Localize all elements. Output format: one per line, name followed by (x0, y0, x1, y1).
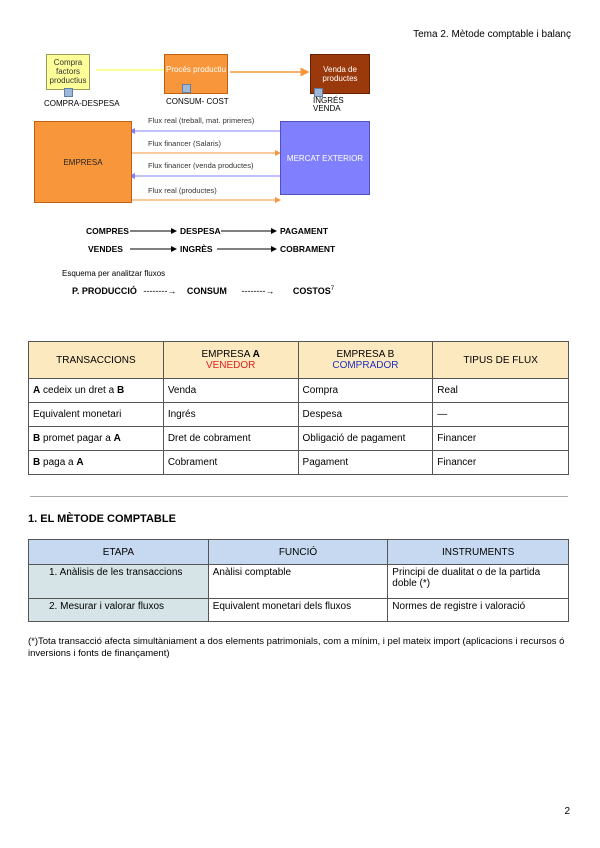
caption-ingres: INGRÉS (313, 96, 344, 105)
cell-transaccio (29, 451, 164, 475)
table-row (29, 379, 569, 403)
cell-tipus: Financer (433, 427, 569, 451)
caption-consum-cost: CONSUM- COST (166, 97, 229, 106)
header-etapa: ETAPA (29, 540, 209, 565)
box-compra-factors: Compra factors productius (46, 54, 90, 90)
header-tipus-flux: TIPUS DE FLUX (433, 342, 569, 379)
transaction-text: paga a (40, 457, 77, 468)
header-empresa-b (298, 342, 433, 379)
caption-ingres-venda (313, 97, 344, 114)
cell-funcio: Anàlisi comptable (208, 565, 388, 599)
schema-arrow: --------→ (143, 286, 177, 296)
box-venda-productes: Venda de productes (310, 54, 370, 94)
chain-cobrament: COBRAMENT (280, 244, 336, 254)
flow-label: Flux financer (Salaris) (148, 139, 221, 148)
schema-superscript: 7 (330, 286, 335, 292)
table-header-row (29, 540, 569, 565)
party-letter: A (113, 433, 121, 444)
box-mercat-exterior: MERCAT EXTERIOR (280, 121, 370, 195)
flow-label: Flux real (productes) (148, 186, 217, 195)
box-proces-productiu: Procés productiu (164, 54, 228, 94)
chain-ingres: INGRÈS (180, 244, 213, 254)
schema-consum: CONSUM (186, 286, 227, 296)
page-header-title: Tema 2. Mètode comptable i balanç (413, 29, 571, 40)
method-table (28, 539, 569, 622)
cell-tipus: Real (433, 379, 569, 403)
header-empresa-a-letter: A (252, 349, 260, 360)
party-letter: A (76, 457, 84, 468)
mini-square-icon (64, 88, 73, 97)
cell-empresa-a: Ingrés (163, 403, 298, 427)
cell-empresa-a: Venda (163, 379, 298, 403)
section-heading: 1. EL MÈTODE COMPTABLE (28, 513, 176, 525)
header-empresa-a-name: EMPRESA (201, 349, 250, 360)
page-number: 2 (564, 806, 570, 817)
cell-tipus: — (433, 403, 569, 427)
party-letter: B (33, 457, 41, 468)
header-transaccions: TRANSACCIONS (29, 342, 164, 379)
header-comprador: COMPRADOR (332, 360, 399, 371)
schema-costos: COSTOS (292, 286, 331, 296)
table-row (29, 565, 569, 599)
schema-arrow: --------→ (241, 286, 275, 296)
table-row (29, 403, 569, 427)
schema-label: Esquema per analitzar fluxos (62, 269, 166, 278)
table-row (29, 451, 569, 475)
header-empresa-b-name: EMPRESA B (336, 349, 395, 360)
header-empresa-a (163, 342, 298, 379)
footnote: (*)Tota transacció afecta simultàniament a dos elements patrimonials, com a mínim, i pel mateix import (aplicacions i recursos ó inversions i fonts de finançament) (28, 636, 565, 659)
table-row (29, 599, 569, 622)
caption-compra-despesa: COMPRA-DESPESA (44, 99, 120, 108)
cell-empresa-b: Obligació de pagament (298, 427, 433, 451)
cell-instruments: Principi de dualitat o de la partida doble (*) (388, 565, 569, 599)
mini-square-icon (182, 84, 191, 93)
cell-etapa: 2. Mesurar i valorar fluxos (29, 599, 209, 622)
cell-empresa-b: Despesa (298, 403, 433, 427)
cell-etapa: 1. Anàlisis de les transaccions (29, 565, 209, 599)
schema-produccio: P. PRODUCCIÓ (72, 286, 137, 296)
header-instruments: INSTRUMENTS (388, 540, 569, 565)
schema-row (72, 286, 334, 296)
chain-pagament: PAGAMENT (280, 226, 329, 236)
cell-instruments: Normes de registre i valoració (388, 599, 569, 622)
party-letter: B (33, 433, 41, 444)
flow-label: Flux financer (venda productes) (148, 161, 254, 170)
cell-empresa-b: Compra (298, 379, 433, 403)
party-letter: B (116, 385, 125, 396)
cell-empresa-b: Pagament (298, 451, 433, 475)
header-funcio: FUNCIÓ (208, 540, 388, 565)
cell-funcio: Equivalent monetari dels fluxos (208, 599, 388, 622)
transactions-table (28, 341, 569, 475)
party-letter: A (33, 385, 41, 396)
chain-despesa: DESPESA (180, 226, 221, 236)
cell-transaccio (29, 379, 164, 403)
transaction-text: promet pagar a (40, 433, 114, 444)
cell-transaccio (29, 427, 164, 451)
table-row (29, 427, 569, 451)
chain-vendes: VENDES (88, 244, 123, 254)
chain-compres: COMPRES (86, 226, 129, 236)
flows-diagram (30, 48, 370, 300)
box-empresa: EMPRESA (34, 121, 132, 203)
section-divider (30, 496, 568, 497)
cell-transaccio: Equivalent monetari (29, 403, 164, 427)
cell-empresa-a: Cobrament (163, 451, 298, 475)
cell-empresa-a: Dret de cobrament (163, 427, 298, 451)
flow-label: Flux real (treball, mat. primeres) (148, 116, 255, 125)
cell-tipus: Financer (433, 451, 569, 475)
table-header-row (29, 342, 569, 379)
header-venedor: VENEDOR (205, 360, 256, 371)
caption-venda: VENDA (313, 104, 341, 114)
transaction-text: cedeix un dret a (40, 385, 117, 396)
